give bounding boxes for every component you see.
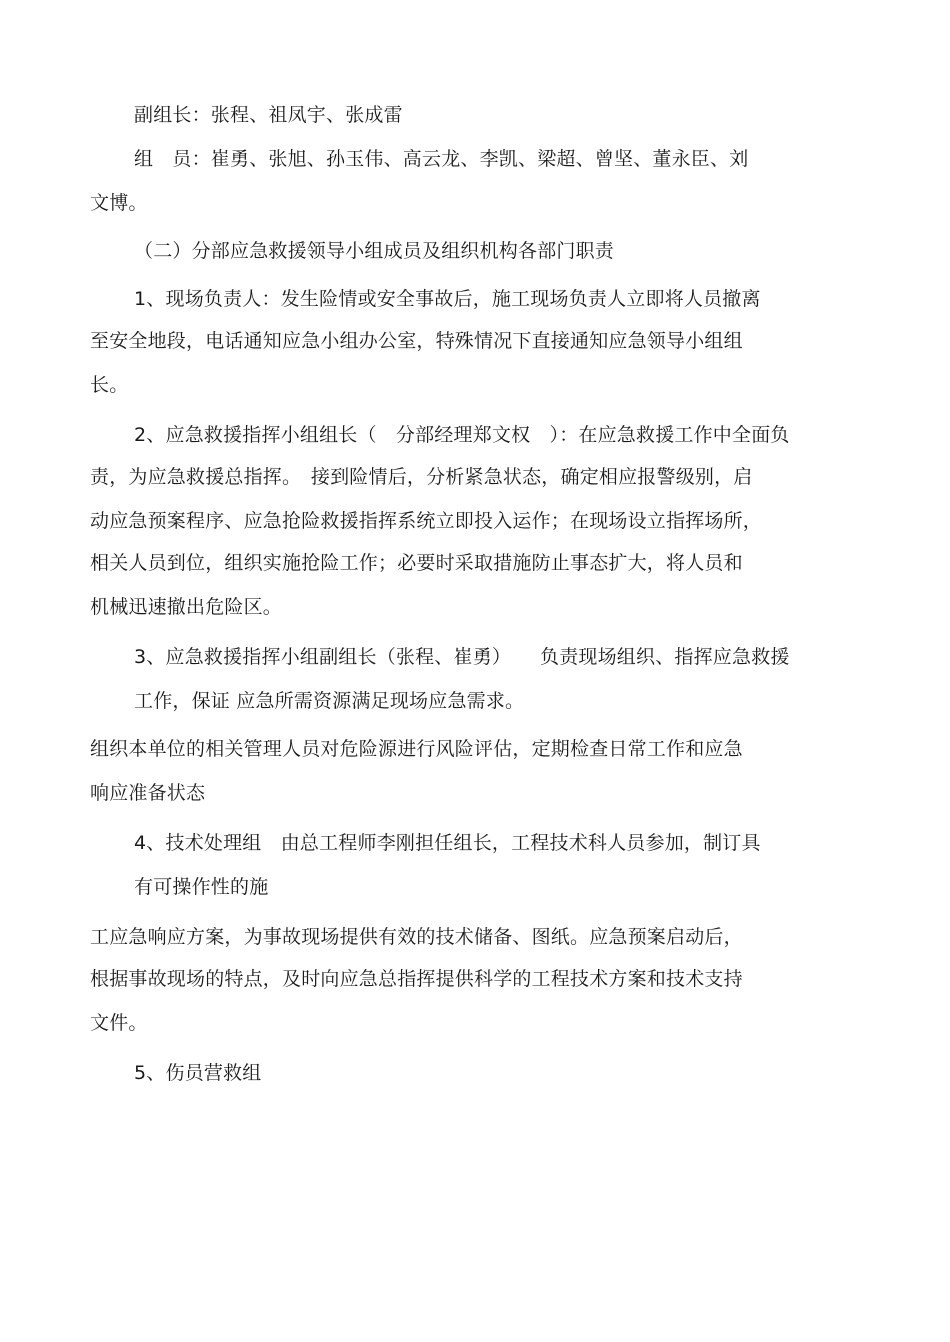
paragraph-1-line-3: 长。 bbox=[90, 374, 129, 396]
paragraph-3-line-3: 组织本单位的相关管理人员对危险源进行风险评估，定期检查日常工作和应急 bbox=[90, 738, 743, 760]
section-heading: （二）分部应急救援领导小组成员及组织机构各部门职责 bbox=[134, 240, 615, 262]
paragraph-2-line-5: 机械迅速撤出危险区。 bbox=[90, 596, 283, 618]
paragraph-1-line-2: 至安全地段，电话通知应急小组办公室，特殊情况下直接通知应急领导小组组 bbox=[90, 330, 743, 352]
paragraph-1-line-1: 1、现场负责人：发生险情或安全事故后，施工现场负责人立即将人员撤离 bbox=[134, 288, 761, 310]
paragraph-3-line-2: 工作，保证 应急所需资源满足现场应急需求。 bbox=[134, 690, 525, 712]
paragraph-2-line-1: 2、应急救援指挥小组组长（ 分部经理郑文权 ）：在应急救援工作中全面负 bbox=[134, 424, 790, 446]
paragraph-2-line-2: 责，为应急救援总指挥。 接到险情后，分析紧急状态，确定相应报警级别，启 bbox=[90, 466, 753, 488]
members-line: 组 员：崔勇、张旭、孙玉伟、高云龙、李凯、梁超、曾坚、董永臣、刘 bbox=[134, 148, 749, 170]
paragraph-3-line-1: 3、应急救援指挥小组副组长（张程、崔勇） 负责现场组织、指挥应急救援 bbox=[134, 646, 790, 668]
paragraph-4-line-1: 4、技术处理组 由总工程师李刚担任组长，工程技术科人员参加，制订具 bbox=[134, 832, 761, 854]
paragraph-4-line-2: 有可操作性的施 bbox=[134, 876, 269, 898]
paragraph-4-line-4: 根据事故现场的特点，及时向应急总指挥提供科学的工程技术方案和技术支持 bbox=[90, 968, 743, 990]
paragraph-3-line-4: 响应准备状态 bbox=[90, 782, 206, 804]
paragraph-4-line-5: 文件。 bbox=[90, 1012, 148, 1034]
paragraph-2-line-4: 相关人员到位，组织实施抢险工作；必要时采取措施防止事态扩大，将人员和 bbox=[90, 552, 743, 574]
paragraph-5-heading: 5、伤员营救组 bbox=[134, 1062, 262, 1084]
members-line-continued: 文博。 bbox=[90, 192, 148, 214]
paragraph-2-line-3: 动应急预案程序、应急抢险救援指挥系统立即投入运作；在现场设立指挥场所， bbox=[90, 510, 763, 532]
paragraph-4-line-3: 工应急响应方案，为事故现场提供有效的技术储备、图纸。应急预案启动后， bbox=[90, 926, 743, 948]
deputy-leader-line: 副组长：张程、祖凤宇、张成雷 bbox=[134, 104, 403, 126]
